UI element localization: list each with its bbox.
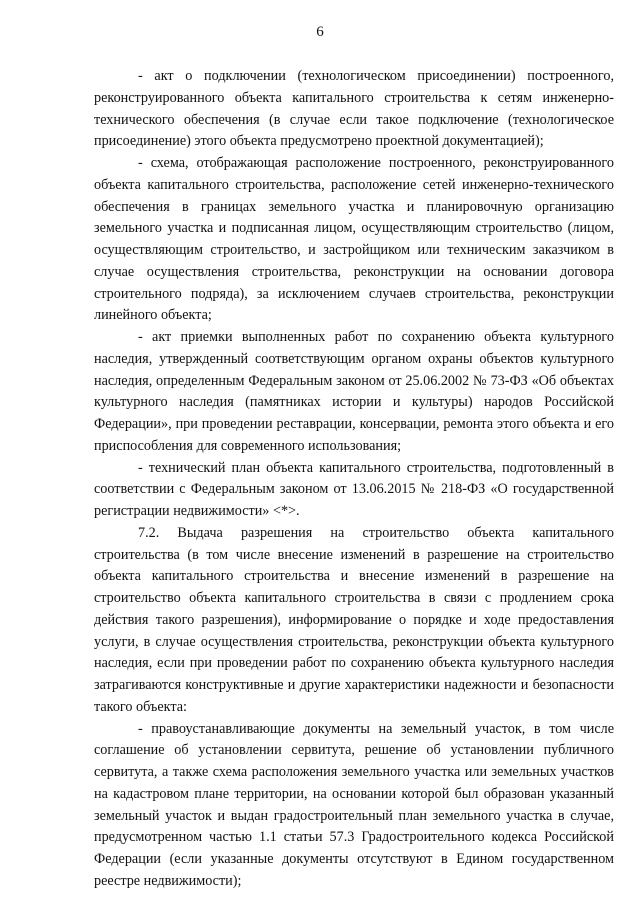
paragraph-land-documents: - правоустанавливающие документы на земельный участок, в том числе соглашение об установлении сервитута, решение об установлении публичного сервитута, а также схема расположения земельного участка или земельных участков на кадастровом плане территории, на основании которой был образован указанный земельный участок и выдан градостроительный план земельного участка в случае, предусмотренном частью 1.1 статьи 57.3 Градостроительного кодекса Российской Федерации (если указанные документы отсутствуют в Едином государственном реестре недвижимости);: [94, 720, 614, 889]
paragraph-connection-act: - акт о подключении (технологическом присоединении) построенного, реконструированного объекта капитального строительства к сетям инженерно-технического обеспечения (в случае если такое подключение (технологическое присоединение) этого объекта предусмотрено проектной документацией);: [94, 68, 614, 150]
paragraph-section-7-2: 7.2. Выдача разрешения на строительство объекта капитального строительства (в том числе внесение изменений в разрешение на строительство объекта капитального строительства и внесение изменений в разрешение на строительство объекта капитального строительства в связи с продлением срока действия такого разрешения), информирование о порядке и ходе предоставления услуги, в случае осуществления строительства, реконструкции объекта культурного наследия, если при проведении работ по сохранению объекта культурного наследия затрагиваются конструктивные и другие характеристики надежности и безопасности такого объекта:: [94, 524, 614, 715]
paragraph-heritage-act: - акт приемки выполненных работ по сохранению объекта культурного наследия, утвержденный соответствующим органом охраны объектов культурного наследия, определенным Федеральным законом от 25.06.2002 № 73-ФЗ «Об объектах культурного наследия (памятниках истории и культуры) народов Российской Федерации», при проведении реставрации, консервации, ремонта этого объекта и его приспособления для современного использования;: [94, 329, 614, 454]
paragraph-technical-plan: - технический план объекта капитального строительства, подготовленный в соответствии с Федеральным законом от 13.06.2015 № 218-ФЗ «О государственной регистрации недвижимости» <*>.: [94, 459, 614, 519]
document-body: [94, 66, 614, 893]
page-number: 6: [316, 24, 324, 40]
paragraph-site-scheme: - схема, отображающая расположение построенного, реконструированного объекта капитального строительства, расположение сетей инженерно-технического обеспечения в границах земельного участка и планировочную организацию земельного участка и подписанная лицом, осуществляющим строительство (лицом, осуществляющим строительство, и застройщиком или техническим заказчиком в случае осуществления строительства, реконструкции на основании договора строительного подряда), за исключением случаев строительства, реконструкции линейного объекта;: [94, 155, 614, 324]
